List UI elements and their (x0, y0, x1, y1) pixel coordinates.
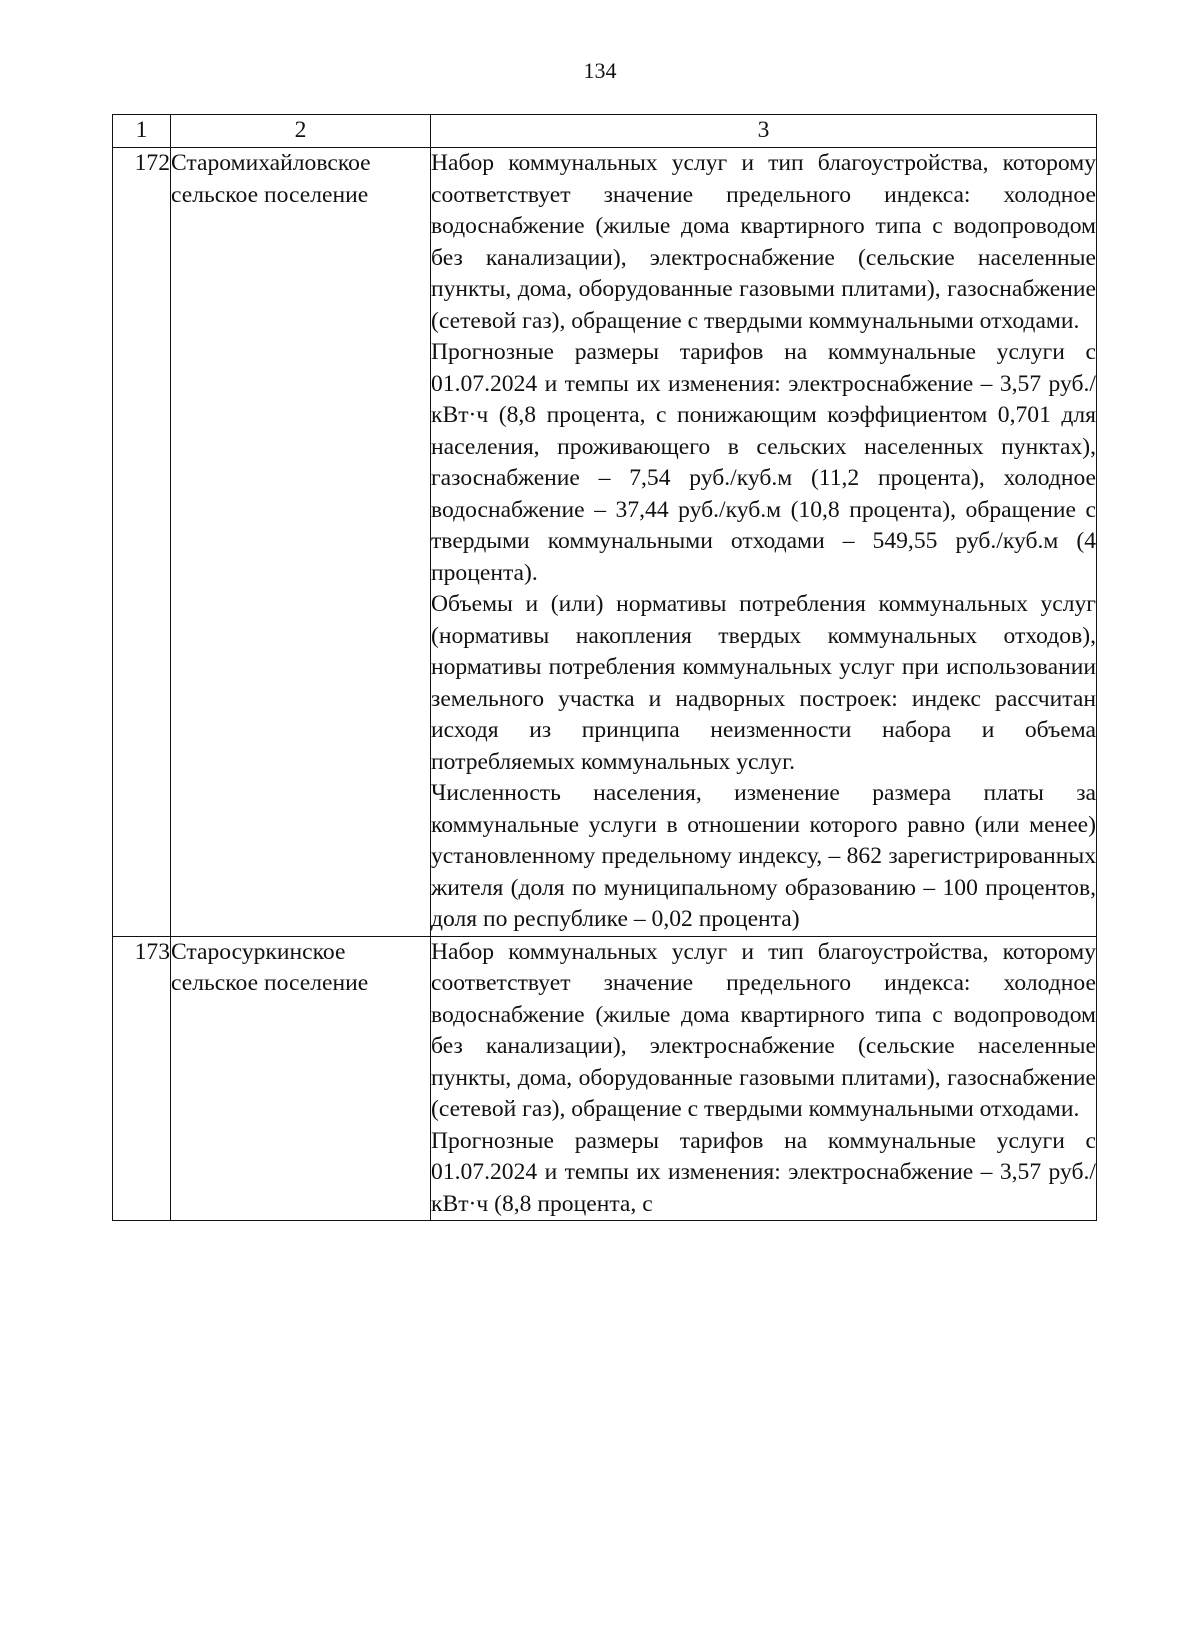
row-description (431, 936, 1097, 1221)
row-number: 172 (113, 148, 171, 937)
tariff-table (112, 114, 1097, 1221)
row-description (431, 148, 1097, 937)
column-header-3: 3 (431, 115, 1097, 148)
column-header-1: 1 (113, 115, 171, 148)
settlement-name: Старомихайловское сельское поселение (171, 148, 431, 937)
table-row (113, 936, 1097, 1221)
row-number: 173 (113, 936, 171, 1221)
page-number: 134 (583, 58, 617, 83)
description-paragraph: Объемы и (или) нормативы потребления коммунальных услуг (нормативы накопления твердых коммунальных отходов), нормативы потребления коммунальных услуг при использовании земельного участка и надворных построек: индекс рассчитан исходя из принципа неизменности набора и объема потребляемых коммунальных услуг. (431, 591, 1096, 775)
description-paragraph: Прогнозные размеры тарифов на коммунальные услуги с 01.07.2024 и темпы их изменения: электроснабжение – 3,57 руб./кВт·ч (8,8 процента, с (431, 1127, 1096, 1217)
settlement-name: Старосуркинское сельское поселение (171, 936, 431, 1221)
description-paragraph: Численность населения, изменение размера платы за коммунальные услуги в отношении которого равно (или менее) установленному предельному индексу, – 862 зарегистрированных жителя (доля по муниципальному образованию – 100 процентов, доля по республике – 0,02 процента) (431, 780, 1096, 932)
description-paragraph: Набор коммунальных услуг и тип благоустройства, которому соответствует значение предельного индекса: холодное водоснабжение (жилые дома квартирного типа с водопроводом без канализации), электроснабжение (сельские населенные пункты, дома, оборудованные газовыми плитами), газоснабжение (сетевой газ), обращение с твердыми коммунальными отходами. (431, 938, 1096, 1122)
description-paragraph: Прогнозные размеры тарифов на коммунальные услуги с 01.07.2024 и темпы их изменения: электроснабжение – 3,57 руб./кВт·ч (8,8 процента, с понижающим коэффициентом 0,701 для населения, проживающего в сельских населенных пунктах), газоснабжение – 7,54 руб./куб.м (11,2 процента), холодное водоснабжение – 37,44 руб./куб.м (10,8 процента), обращение с твердыми коммунальными отходами – 549,55 руб./куб.м (4 процента). (431, 339, 1096, 586)
table-header-row (113, 115, 1097, 148)
column-header-2: 2 (171, 115, 431, 148)
table-row (113, 148, 1097, 937)
description-paragraph: Набор коммунальных услуг и тип благоустройства, которому соответствует значение предельного индекса: холодное водоснабжение (жилые дома квартирного типа с водопроводом без канализации), электроснабжение (сельские населенные пункты, дома, оборудованные газовыми плитами), газоснабжение (сетевой газ), обращение с твердыми коммунальными отходами. (431, 150, 1096, 334)
